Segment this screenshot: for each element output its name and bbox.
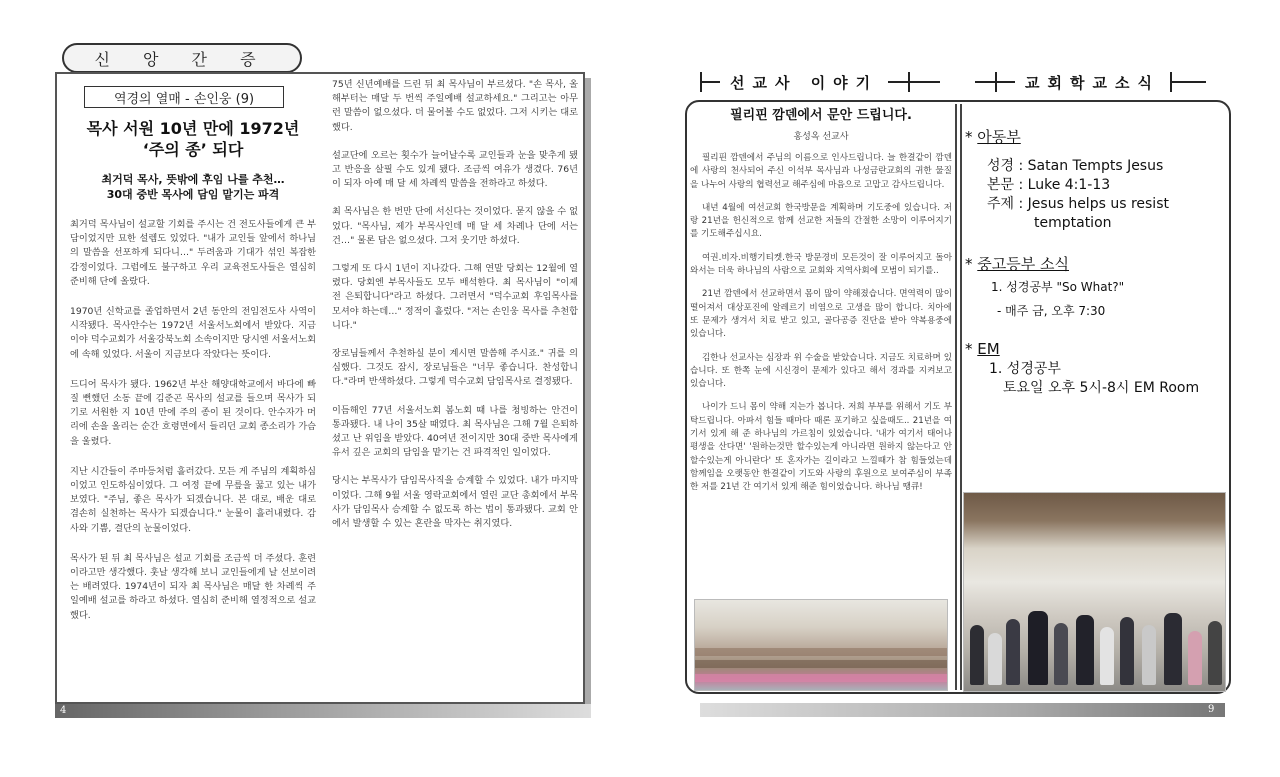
headline: 목사 서원 10년 만에 1972년 ‘주의 종’ 되다 xyxy=(86,119,300,159)
school-header xyxy=(975,70,1206,94)
left-footer-bar xyxy=(55,704,591,718)
mission-header-title: 선교사 이야기 xyxy=(730,73,879,92)
church-school-news xyxy=(965,126,1225,398)
page-number-right: 9 xyxy=(1208,704,1215,715)
paragraph: 여권.비자.비행기티켓.한국 방문경비 모든것이 잘 이루어지고 돌아와서는 더욱 하나님의 사람으로 교회와 지역사회에 모범이 되기를.. xyxy=(690,252,952,277)
paragraph: 드디어 목사가 됐다. 1962년 부산 해양대학교에서 바다에 빠질 뻔했던 소동 끝에 김준곤 목사의 설교를 들으며 목사가 되기로 서원한 지 10년 만에 주의 종이 된 것이다. 안수자가 머리에 손을 올리는 순간 흐령면에서 들리던 교회 종소리가 가슴을 울렸다. xyxy=(70,378,316,447)
paragraph: 장로님들께서 추천하실 분이 계시면 말씀해 주시죠." 귀를 의심했다. 그것도 잠시, 장로님들은 "너무 좋습니다. 찬성합니다."라며 반색하셨다. 그렇게 덕수교회 담임목사로 결정됐다. xyxy=(332,348,578,388)
paragraph: 지난 시간들이 주마등처럼 흘러갔다. 모든 게 주님의 계획하심이었고 인도하심이었다. 그 여정 끝에 무릎을 꿇고 있는 내가 보였다. "주님, 좋은 목사가 되겠습니다. 본 대로, 배운 대로 겸손히 실천하는 목사가 되겠습니다." 눈물이 흘러내렸다. 감사와 기쁨, 결단의 눈물이었다. xyxy=(70,465,316,534)
youth-section-heading: * 중고등부 소식 xyxy=(965,255,1069,273)
kids-section-heading: * 아동부 xyxy=(965,128,1021,146)
page-number-left: 4 xyxy=(60,705,67,716)
series-label: 역경의 열매 - 손인웅 (9) xyxy=(84,86,284,108)
paragraph: 목사가 된 뒤 최 목사님은 설교 기회를 조금씩 더 주셨다. 훈련이라고만 생각했다. 훗날 생각해 보니 교인들에게 날 선보이려는 배려였다. 1974년이 되자 최 목사님은 매달 한 차례씩 주일예배 설교를 하라고 하셨다. 열심히 준비해 열정적으로 설교했다. xyxy=(70,552,316,621)
paragraph: 당시는 부목사가 담임목사직을 승계할 수 있었다. 내가 마지막이었다. 그해 9월 서울 영락교회에서 열린 교단 총회에서 부목사가 담임목사 승계할 수 없도록 하는 법이 통과됐다. 교회 안에서 발생할 수 있는 혼란을 막자는 취지였다. xyxy=(332,475,578,530)
em-details: 1. 성경공부 토요일 오후 5시-8시 EM Room xyxy=(989,361,1200,396)
mission-author: 홍성옥 선교사 xyxy=(793,132,849,142)
paragraph: 최 목사님은 한 번만 단에 서신다는 것이었다. 묻지 않을 수 없었다. "목사님, 제가 부목사인데 매 달 세 차례나 단에 서는 건…" 물론 답은 없으셨다. 그저 웃기만 하셨다. xyxy=(332,206,578,246)
mission-header xyxy=(700,70,940,94)
column-divider xyxy=(955,104,957,690)
paragraph: 이듬해인 77년 서울서노회 봄노회 때 나를 청빙하는 안건이 통과됐다. 내 나이 35살 때였다. 최 목사님은 그해 7월 은퇴하셨고 난 위임을 받았다. 40여년 전이지만 30대 중반 목사에게 유서 깊은 교회의 담임을 맡기는 건 파격적인 일이었다. xyxy=(332,404,578,459)
mission-title: 필리핀 깜덴에서 문안 드립니다. xyxy=(730,108,912,123)
church-school-photo xyxy=(963,492,1226,692)
paragraph: 내년 4월에 여선교회 한국방문을 계획하며 기도중에 있습니다. 저랑 21년을 헌신적으로 함께 선교한 저들의 간절한 소망이 이루어지기를 기도해주십시요. xyxy=(690,202,952,240)
testimony-column-2 xyxy=(332,78,578,545)
subheadline: 최거덕 목사, 뜻밖에 후임 나를 추천… 30대 중반 목사에 담임 맡기는 파격 xyxy=(101,173,285,201)
kids-details: 성경 : Satan Tempts Jesus 본문 : Luke 4:1-13 주제 : Jesus helps us resist temptation xyxy=(987,158,1169,231)
right-footer-bar xyxy=(700,703,1225,717)
testimony-column-1 xyxy=(70,84,316,623)
mission-church-photo xyxy=(694,599,948,691)
paragraph: 최거덕 목사님이 설교할 기회를 주시는 건 전도사들에게 큰 부담이었지만 묘한 설렘도 있었다. "내가 교인들 앞에서 하나님의 말씀을 선포하게 되다니…" 두려움과 기대가 섞인 복잡한 감정이었다. 그럼에도 불구하고 우리 교육전도사들은 열심히 준비해 단에 올랐다. xyxy=(70,219,316,287)
paragraph: 김한나 선교사는 심장과 위 수술을 받았습니다. 지금도 치료하며 있습니다. 또 한쪽 눈에 시신경이 문제가 있다고 해서 경과를 지켜보고 있습니다. xyxy=(690,352,952,390)
em-section-heading: * EM xyxy=(965,340,1000,358)
paragraph: 21년 깜덴에서 선교하면서 몸이 많이 약해졌습니다. 면역력이 많이 떨어져서 대상포진에 알레르기 비염으로 고생을 많이 합니다. 치아에 또 문제가 생겨서 치료 받고 있고, 골다공증 진단을 받아 약복용중에 있습니다. xyxy=(690,289,952,340)
paragraph: 75년 신년예배를 드린 뒤 최 목사님이 부르셨다. "손 목사, 올해부터는 매달 두 번씩 주일예배 설교하세요." 그리고는 아무런 말씀이 없으셨다. 더 물어볼 수도 없었다. 그저 시키는 대로 했다. xyxy=(332,79,578,133)
youth-details: 1. 성경공부 "So What?" - 매주 금, 오후 7:30 xyxy=(991,280,1125,318)
paragraph: 필리핀 깜덴에서 주님의 이름으로 인사드립니다. 늘 한결같이 깜덴에 사랑의 천사되어 주신 이석부 목사님과 나성금란교회의 귀한 물질을 나누어 사랑의 협력선교 해주심에 마음으로 고맙고 감사드립니다. xyxy=(690,153,952,190)
school-header-title: 교회학교소식 xyxy=(1025,73,1160,92)
paragraph: 1970년 신학교를 졸업하면서 2년 동안의 전임전도사 사역이 시작됐다. 목사안수는 1972년 서울서노회에서 받았다. 지금이야 덕수교회가 서울강북노회 소속이지만 당시엔 서울서노회에 속해 있었다. 서울이 지금보다 작았다는 뜻이다. xyxy=(70,306,316,360)
section-title: 신 앙 간 증 xyxy=(62,43,302,73)
paragraph: 나이가 드니 몸이 약해 지는가 봅니다. 저희 부부를 위해서 기도 부탁드립니다. 아파서 힘들 때마다 때론 포기하고 싶을때도.. 21년을 여기서 있게 해 준 하나님의 가르침이 있었습니다. '내가 여기서 태어나 평생을 산다면' '원하는것만 할수있는게 아니라면 원하지 않는다고 안할수있는게 아니란다' 또 혼자가는 길이라고 느낄때가 참 힘들었는데 함께임을 오랫동안 한결같이 기도와 사랑의 후원으로 보여주심이 부족한 저를 21년 간 여기서 있게 해준 힘이었습니다. 하나님 땡큐! xyxy=(690,402,952,493)
paragraph: 설교단에 오르는 횟수가 늘어날수록 교인들과 눈을 맞추게 됐고 반응을 살필 수도 있게 됐다. 조금씩 여유가 생겼다. 76년이 되자 아예 매 달 세 차례씩 말씀을 전하라고 하셨다. xyxy=(332,149,578,190)
mission-letter xyxy=(690,104,952,495)
column-divider xyxy=(960,104,962,690)
paragraph: 그렇게 또 다시 1년이 지나갔다. 그해 연말 당회는 12월에 열렸다. 당회엔 부목사들도 모두 배석한다. 최 목사님이 "이제 전 은퇴합니다"라고 하셨다. 그러면서 "덕수교회 후임목사를 모셔야 하는데…" 정적이 흘렀다. "저는 손인웅 목사를 추천합니다." xyxy=(332,263,578,331)
